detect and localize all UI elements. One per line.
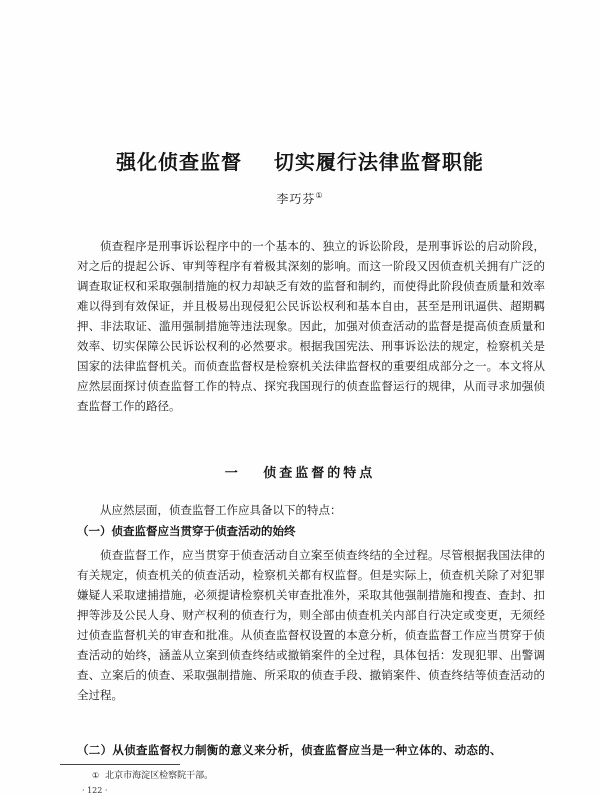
footnote-marker: ①	[92, 771, 100, 780]
footnote-divider	[60, 764, 180, 765]
section-intro: 从应然层面，侦查监督工作应具备以下的特点：	[100, 503, 342, 517]
subsection-1-paragraph: 侦查监督工作，应当贯穿于侦查活动自立案至侦查终结的全过程。尽管根据我国法律的有关规定，侦查机关的侦查活动，检察机关都有权监督。但是实际上，侦查机关除了对犯罪嫌疑人采取逮捕措施，必须提请检察机关审查批准外，采取其他强制措施和搜查、查封、扣押等涉及公民人身、财产权利的侦查行为，则全部由侦查机关内部自行决定或变更，无须经过侦查监督机关的审查和批准。从侦查监督权设置的本意分析，侦查监督工作应当贯穿于侦查活动的始终，涵盖从立案到侦查终结或撤销案件的全过程，具体包括：发现犯罪、出警调查、立案后的侦查、采取强制措施、所采取的侦查手段、撤销案件、侦查终结等侦查活动的全过程。	[77, 548, 545, 702]
subheading-1: （一）侦查监督应当贯穿于侦查活动的始终	[77, 524, 296, 538]
page-number: · 122 ·	[82, 786, 108, 795]
article-title: 强化侦查监督 切实履行法律监督职能	[116, 150, 484, 174]
section-heading: 一 侦查监督的特点	[224, 466, 376, 481]
author-line	[0, 190, 600, 207]
author-name: 李巧芬	[276, 192, 316, 206]
author-footnote-marker: ①	[315, 191, 324, 200]
subheading-2: （二）从侦查监督权力制衡的意义来分析，侦查监督应当是一种立体的、动态的、	[77, 743, 502, 757]
footnote-text: 北京市海淀区检察院干部。	[105, 771, 214, 781]
footnote	[92, 770, 213, 782]
intro-paragraph: 侦查程序是刑事诉讼程序中的一个基本的、独立的诉讼阶段，是刑事诉讼的启动阶段，对之后的提起公诉、审判等程序有着极其深刻的影响。而这一阶段又因侦查机关拥有广泛的调查取证权和采取强制措施的权力却缺乏有效的监督和制约，而使得此阶段侦查质量和效率难以得到有效保证，并且极易出现侵犯公民诉讼权利和基本自由，甚至是刑讯逼供、超期羁押、非法取证、滥用强制措施等违法现象。因此，加强对侦查活动的监督是提高侦查质量和效率、切实保障公民诉讼权利的必然要求。根据我国宪法、刑事诉讼法的规定，检察机关是国家的法律监督机关。而侦查监督权是检察机关法律监督权的重要组成部分之一。本文将从应然层面探讨侦查监督工作的特点、探究我国现行的侦查监督运行的规律，从而寻求加强侦查监督工作的路径。	[77, 239, 545, 413]
